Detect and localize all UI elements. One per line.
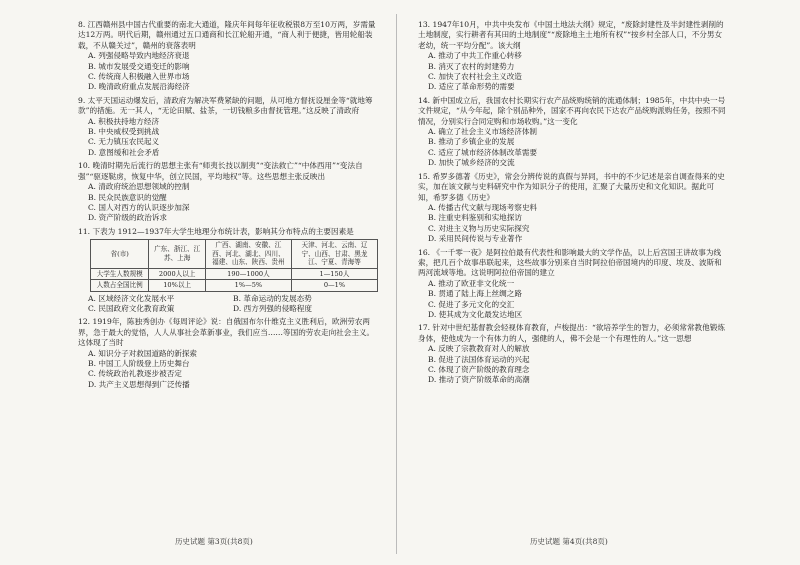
option-b: B. 促进了法国体育运动的兴起: [428, 354, 530, 364]
question-stem: 11. 下表为 1912—1937年大学生地理分布统计表，影响其分布特点的主要因素是: [78, 226, 354, 236]
table-cell: 天津、河北、云南、辽宁、山西、甘肃、黑龙江、宁夏、青海等: [291, 240, 377, 269]
question-stem: 9. 太平天国运动爆发后，清政府为解决军费紧缺的问题，从可地方督抚设厘金等“就地筹款”的措施。无一其人，“无论田赋、盐茶，一切钱粮多由督抚管理。”这反映了清政府: [78, 95, 373, 116]
right-column: [418, 20, 728, 389]
option-d: D. 加快了城乡经济的交流: [428, 158, 515, 168]
option-a: A. 积极扶持地方经济: [88, 116, 160, 126]
question-stem: 15. 希罗多德著《历史》，常会分辨传说的真假与异同，书中的不少记述是亲自调查得来的史实，加在该文献与史料研究中作为知识分子的使用，汇聚了大量历史和文化知识。据此可知，希罗多德《历史》: [418, 171, 725, 202]
table-cell: 大学生人数规模: [91, 268, 149, 280]
distribution-table: [90, 239, 378, 292]
question-9: [78, 96, 378, 158]
table-cell: 1%—5%: [205, 280, 291, 292]
option-a: A. 区域经济文化发展水平: [88, 293, 175, 303]
table-cell: 190—1000人: [205, 268, 291, 280]
table-cell: 广西、湖南、安徽、江西、河北、湖北、四川、福建、山东、陕西、贵州: [205, 240, 291, 269]
option-c: C. 国人对西方的认识逐步加深: [88, 202, 190, 212]
option-d: D. 采用民间传说与专业著作: [428, 234, 523, 244]
option-a: A. 知识分子对救国道路的新探索: [88, 348, 198, 358]
option-b: B. 革命运动的发展态势: [233, 293, 312, 303]
table-cell: 0—1%: [291, 280, 377, 292]
table-cell: 人数占全国比例: [91, 280, 149, 292]
option-b: B. 中央威权受到挑战: [88, 127, 160, 137]
option-c: C. 无力镇压农民起义: [88, 137, 160, 147]
option-c: C. 促进了多元文化的交汇: [428, 299, 515, 309]
table-cell: 2000人以上: [149, 268, 206, 280]
left-column: [78, 20, 378, 393]
option-d: D. 推动了资产阶级革命的高潮: [428, 375, 530, 385]
option-c: C. 适应了城市经济体制改革需要: [428, 147, 538, 157]
option-c: C. 传统政治礼教逐步被否定: [88, 369, 182, 379]
table-cell: 广东、浙江、江苏、上海: [149, 240, 206, 269]
option-d: D. 资产阶级的政治诉求: [88, 213, 167, 223]
option-c: C. 传统商人积极融入世界市场: [88, 72, 190, 82]
table-row: [91, 280, 378, 292]
option-a: A. 确立了社会主义市场经济体制: [428, 127, 538, 137]
question-stem: 10. 晚清时期先后流行的思想主张有“师夷长技以制夷”“变法救亡”“中体西用”“变法自强”“驱逐鞑虏，恢复中华，创立民国，平均地权”等。这些思想主张反映出: [78, 161, 363, 181]
option-d: D. 适应了革命形势的需要: [428, 82, 515, 92]
option-a: A. 清政府统治思想领域的控制: [88, 182, 190, 192]
option-c: C. 民国政府文化教育政策: [88, 304, 175, 314]
option-row: [78, 304, 378, 314]
question-13: [418, 20, 728, 93]
question-16: [418, 248, 728, 321]
question-stem: 13. 1947年10月，中共中央发布《中国土地法大纲》规定，“废除封建性及半封建性剥削的土地制度，实行耕者有其田的土地制度”“废除地主土地所有权”“按乡村全部人口，不分男女老幼，统一平均分配”。该大纲: [418, 20, 724, 50]
question-12: [78, 317, 378, 390]
option-b: B. 推动了乡镇企业的发展: [428, 137, 515, 147]
question-14: [418, 96, 728, 169]
page-footer-right: 历史试题 第4页(共8页): [530, 537, 608, 546]
table-cell: 省(市): [91, 240, 149, 269]
question-15: [418, 172, 728, 245]
option-b: B. 民众民族意识的觉醒: [88, 192, 167, 202]
option-a: A. 反映了宗教教育对人的解放: [428, 344, 530, 354]
option-row: [78, 294, 378, 304]
option-d: D. 共产主义思想得到广泛传播: [88, 379, 190, 389]
table-row: [91, 268, 378, 280]
question-17: [418, 323, 728, 385]
option-b: B. 注重史料鉴别和实地探访: [428, 213, 522, 223]
question-stem: 12. 1919年，陈独秀创办《每周评论》说：自俄国布尔什维克主义胜利后，欧洲劳农两界，急于最大的觉悟，人人从事社会革新事业，我们应当……等国的劳农走向社会主义。这体现了当时: [78, 317, 375, 348]
question-stem: 17. 针对中世纪基督教会轻视体育教育，卢梭提出：“欲培养学生的智力，必须常常教他锻炼身体，使他成为一个有体力的人，强健的人，佛不会是一个有理性的人。”这一思想: [418, 323, 725, 343]
option-d: D. 晚清政府重点发展沿海经济: [88, 82, 190, 92]
question-stem: 16. 《一千零一夜》是阿拉伯最有代表性和影响最大的文学作品，以上后宫国王讲故事为线索，把几百个故事串联起来，这些故事分别来自当时阿拉伯帝国境内的印度、埃及、波斯和两河流域等地。这说明阿拉伯帝国的建立: [418, 247, 722, 278]
question-stem: 14. 新中国成立后，我国农村长期实行农产品统购统销的流通体制；1985年，中共中央一号文件规定，“从今年起，除个别品种外，国家不再向农民下达农产品统购派购任务，按照不同情况，分别实行合同定购和市场收购。”这一变化: [418, 95, 726, 126]
option-a: A. 推动了欧亚非文化统一: [428, 278, 515, 288]
option-b: B. 中国工人阶级登上历史舞台: [88, 359, 190, 369]
option-c: C. 对进主义物与历史实际探究: [428, 223, 530, 233]
option-c: C. 体现了资产阶级的教育理念: [428, 365, 530, 374]
option-d: D. 意图缓和社会矛盾: [88, 147, 160, 157]
option-c: C. 加快了农村社会主义改造: [428, 72, 522, 82]
table-row: [91, 240, 378, 269]
option-d: D. 使其成为文化最发达地区: [428, 309, 523, 319]
option-a: A. 列强侵略导致内地经济衰退: [88, 51, 190, 61]
question-stem: 8. 江西赣州县中国古代重要的南北大通道，隆庆年间每年征收税银8万至10万两，岁需量达12万两。明代后期，赣州通过五口通商和长江轮船开通，“商人利于便捷，皆用轮船装载，不从赣关过”，赣州的衰落表明: [78, 20, 376, 50]
option-d: D. 西方列强的侵略程度: [233, 304, 312, 314]
option-b: B. 城市发展受交通变迁的影响: [88, 61, 190, 71]
page-footer-left: 历史试题 第3页(共8页): [175, 537, 253, 546]
option-a: A. 推动了中共工作重心转移: [428, 51, 522, 61]
option-a: A. 传播古代文献与现场考察史料: [428, 202, 538, 212]
table-cell: 1—150人: [291, 268, 377, 280]
question-11: [78, 227, 378, 315]
question-8: [78, 20, 378, 93]
page-divider: [396, 14, 397, 554]
option-b: B. 贯通了陆上海上丝绸之路: [428, 289, 522, 299]
question-10: [78, 161, 378, 223]
table-cell: 10%以上: [149, 280, 206, 292]
option-b: B. 消灭了农村的封建势力: [428, 61, 515, 71]
